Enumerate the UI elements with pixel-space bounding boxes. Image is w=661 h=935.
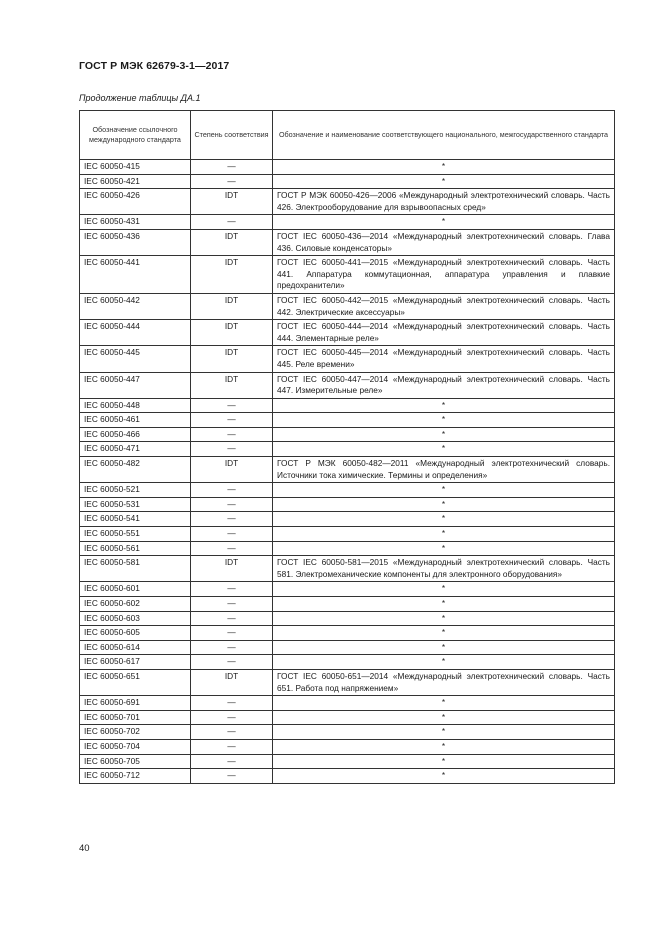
degree-cell: IDT (191, 293, 273, 319)
table-row (80, 597, 615, 612)
table-row (80, 769, 615, 784)
degree-cell: — (191, 582, 273, 597)
table-row (80, 611, 615, 626)
reference-code-cell: IEC 60050-541 (80, 512, 191, 527)
table-row (80, 710, 615, 725)
degree-cell: — (191, 483, 273, 498)
degree-cell: — (191, 215, 273, 230)
reference-code-cell: IEC 60050-448 (80, 398, 191, 413)
table-row (80, 413, 615, 428)
national-standard-cell: ГОСТ IEC 60050-581—2015 «Международный электротехнический словарь. Часть 581. Электромеханические компоненты для электронного оборудования» (273, 556, 615, 582)
reference-code-cell: IEC 60050-421 (80, 174, 191, 189)
national-standard-cell: * (273, 512, 615, 527)
table-row (80, 398, 615, 413)
national-standard-cell: ГОСТ IEC 60050-441—2015 «Международный электротехнический словарь. Часть 441. Аппаратура коммутационная, аппаратура управления и плавкие предохранители» (273, 256, 615, 294)
column-header-degree: Степень соответствия (191, 111, 273, 160)
document-number-header: ГОСТ Р МЭК 62679-3-1—2017 (79, 60, 230, 72)
reference-code-cell: IEC 60050-581 (80, 556, 191, 582)
reference-code-cell: IEC 60050-466 (80, 427, 191, 442)
reference-code-cell: IEC 60050-442 (80, 293, 191, 319)
table-row (80, 442, 615, 457)
degree-cell: — (191, 754, 273, 769)
degree-cell: — (191, 497, 273, 512)
reference-code-cell: IEC 60050-614 (80, 640, 191, 655)
column-header-reference-standard: Обозначение ссылочного международного стандарта (80, 111, 191, 160)
table-caption: Продолжение таблицы ДА.1 (79, 93, 201, 103)
degree-cell: IDT (191, 457, 273, 483)
degree-cell: IDT (191, 669, 273, 695)
degree-cell: IDT (191, 372, 273, 398)
table-row (80, 669, 615, 695)
reference-code-cell: IEC 60050-415 (80, 160, 191, 175)
national-standard-cell: * (273, 541, 615, 556)
degree-cell: — (191, 512, 273, 527)
degree-cell: IDT (191, 346, 273, 372)
degree-cell: — (191, 640, 273, 655)
table-row (80, 640, 615, 655)
national-standard-cell: ГОСТ IEC 60050-651—2014 «Международный электротехнический словарь. Часть 651. Работа под напряжением» (273, 669, 615, 695)
degree-cell: — (191, 160, 273, 175)
national-standard-cell: * (273, 174, 615, 189)
reference-code-cell: IEC 60050-461 (80, 413, 191, 428)
table-row (80, 215, 615, 230)
reference-code-cell: IEC 60050-702 (80, 725, 191, 740)
national-standard-cell: ГОСТ Р МЭК 60050-426—2006 «Международный электротехнический словарь. Часть 426. Электрооборудование для взрывоопасных сред» (273, 189, 615, 215)
national-standard-cell: * (273, 483, 615, 498)
reference-code-cell: IEC 60050-521 (80, 483, 191, 498)
table-row (80, 174, 615, 189)
table-header-row (80, 111, 615, 160)
degree-cell: — (191, 597, 273, 612)
reference-code-cell: IEC 60050-617 (80, 655, 191, 670)
national-standard-cell: ГОСТ IEC 60050-442—2015 «Международный электротехнический словарь. Часть 442. Электрические аксессуары» (273, 293, 615, 319)
national-standard-cell: * (273, 427, 615, 442)
table-row (80, 739, 615, 754)
reference-code-cell: IEC 60050-436 (80, 229, 191, 255)
degree-cell: — (191, 174, 273, 189)
national-standard-cell: * (273, 442, 615, 457)
reference-code-cell: IEC 60050-603 (80, 611, 191, 626)
national-standard-cell: * (273, 739, 615, 754)
table-row (80, 527, 615, 542)
degree-cell: — (191, 655, 273, 670)
reference-code-cell: IEC 60050-426 (80, 189, 191, 215)
reference-code-cell: IEC 60050-482 (80, 457, 191, 483)
national-standard-cell: ГОСТ IEC 60050-444—2014 «Международный электротехнический словарь. Часть 444. Элементарные реле» (273, 320, 615, 346)
reference-code-cell: IEC 60050-691 (80, 696, 191, 711)
degree-cell: IDT (191, 229, 273, 255)
table-row (80, 346, 615, 372)
table-row (80, 293, 615, 319)
national-standard-cell: * (273, 754, 615, 769)
standards-table (79, 110, 615, 784)
national-standard-cell: * (273, 696, 615, 711)
degree-cell: IDT (191, 556, 273, 582)
national-standard-cell: ГОСТ Р МЭК 60050-482—2011 «Международный электротехнический словарь. Источники тока химические. Термины и определения» (273, 457, 615, 483)
table-row (80, 160, 615, 175)
degree-cell: — (191, 398, 273, 413)
degree-cell: — (191, 739, 273, 754)
reference-code-cell: IEC 60050-447 (80, 372, 191, 398)
table-row (80, 754, 615, 769)
table-row (80, 696, 615, 711)
degree-cell: — (191, 626, 273, 641)
degree-cell: IDT (191, 320, 273, 346)
national-standard-cell: * (273, 582, 615, 597)
reference-code-cell: IEC 60050-444 (80, 320, 191, 346)
reference-code-cell: IEC 60050-561 (80, 541, 191, 556)
reference-code-cell: IEC 60050-431 (80, 215, 191, 230)
national-standard-cell: * (273, 215, 615, 230)
national-standard-cell: * (273, 413, 615, 428)
national-standard-cell: * (273, 597, 615, 612)
national-standard-cell: ГОСТ IEC 60050-447—2014 «Международный электротехнический словарь. Часть 447. Измерительные реле» (273, 372, 615, 398)
degree-cell: — (191, 413, 273, 428)
reference-code-cell: IEC 60050-602 (80, 597, 191, 612)
degree-cell: IDT (191, 256, 273, 294)
national-standard-cell: * (273, 398, 615, 413)
page-number: 40 (79, 843, 90, 854)
table-row (80, 582, 615, 597)
table-row (80, 483, 615, 498)
reference-code-cell: IEC 60050-701 (80, 710, 191, 725)
table-row (80, 457, 615, 483)
national-standard-cell: * (273, 640, 615, 655)
national-standard-cell: * (273, 769, 615, 784)
reference-code-cell: IEC 60050-605 (80, 626, 191, 641)
table-row (80, 372, 615, 398)
table-row (80, 725, 615, 740)
reference-code-cell: IEC 60050-551 (80, 527, 191, 542)
table-row (80, 320, 615, 346)
national-standard-cell: * (273, 497, 615, 512)
table-row (80, 497, 615, 512)
reference-code-cell: IEC 60050-471 (80, 442, 191, 457)
degree-cell: — (191, 696, 273, 711)
degree-cell: — (191, 527, 273, 542)
national-standard-cell: * (273, 611, 615, 626)
degree-cell: — (191, 541, 273, 556)
national-standard-cell: * (273, 160, 615, 175)
reference-code-cell: IEC 60050-445 (80, 346, 191, 372)
reference-code-cell: IEC 60050-531 (80, 497, 191, 512)
table-row (80, 541, 615, 556)
table-body (80, 160, 615, 784)
column-header-national-standard: Обозначение и наименование соответствующего национального, межгосударственного стандарта (273, 111, 615, 160)
reference-code-cell: IEC 60050-705 (80, 754, 191, 769)
national-standard-cell: ГОСТ IEC 60050-445—2014 «Международный электротехнический словарь. Часть 445. Реле времени» (273, 346, 615, 372)
national-standard-cell: * (273, 626, 615, 641)
table-row (80, 655, 615, 670)
reference-code-cell: IEC 60050-441 (80, 256, 191, 294)
national-standard-cell: * (273, 710, 615, 725)
table-row (80, 229, 615, 255)
reference-code-cell: IEC 60050-651 (80, 669, 191, 695)
reference-code-cell: IEC 60050-601 (80, 582, 191, 597)
degree-cell: IDT (191, 189, 273, 215)
degree-cell: — (191, 427, 273, 442)
degree-cell: — (191, 725, 273, 740)
national-standard-cell: ГОСТ IEC 60050-436—2014 «Международный электротехнический словарь. Глава 436. Силовые конденсаторы» (273, 229, 615, 255)
table-row (80, 189, 615, 215)
national-standard-cell: * (273, 725, 615, 740)
degree-cell: — (191, 611, 273, 626)
table-row (80, 556, 615, 582)
degree-cell: — (191, 710, 273, 725)
table-row (80, 626, 615, 641)
table-row (80, 427, 615, 442)
degree-cell: — (191, 769, 273, 784)
national-standard-cell: * (273, 655, 615, 670)
table-row (80, 512, 615, 527)
degree-cell: — (191, 442, 273, 457)
reference-code-cell: IEC 60050-712 (80, 769, 191, 784)
table-row (80, 256, 615, 294)
national-standard-cell: * (273, 527, 615, 542)
reference-code-cell: IEC 60050-704 (80, 739, 191, 754)
